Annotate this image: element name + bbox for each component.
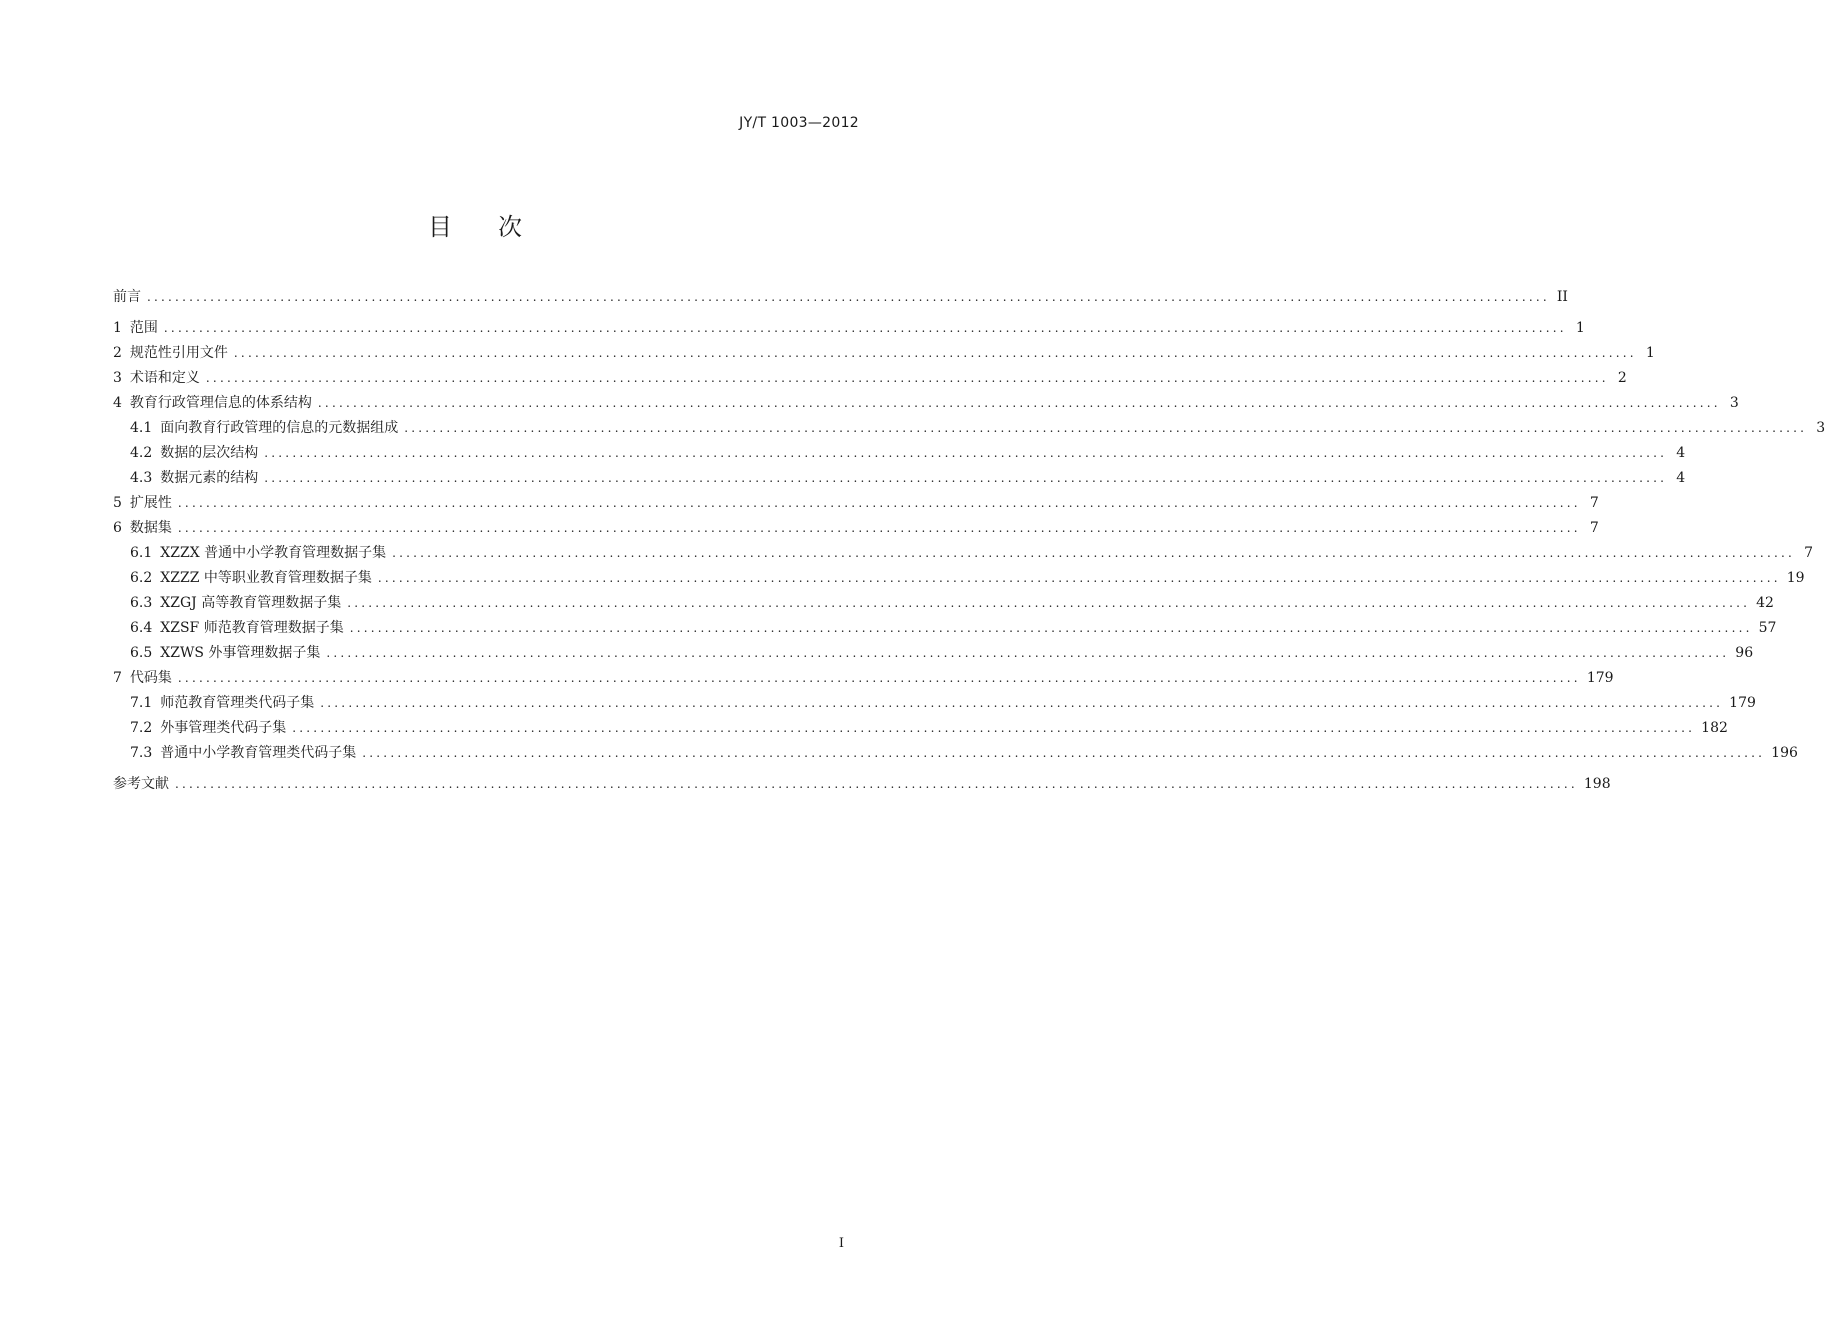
toc-entry-page: 198	[1583, 776, 1611, 792]
toc-entry[interactable]	[113, 441, 1686, 466]
toc-entry-label	[113, 772, 169, 797]
toc-entry[interactable]	[113, 741, 1798, 766]
toc-entry-title: 代码集	[129, 670, 172, 686]
toc-entry-label	[130, 591, 341, 616]
toc-entry-page: 7	[1589, 520, 1599, 536]
toc-entry[interactable]	[113, 772, 1611, 797]
toc-leader-dots: ........................................................................................................................................................................................................	[147, 290, 1550, 304]
toc-entry-page: 1	[1575, 320, 1585, 336]
toc-entry-number: 6.2	[130, 570, 153, 586]
toc-entry-page: 57	[1758, 620, 1777, 636]
toc-entry-title: 数据元素的结构	[160, 470, 259, 486]
toc-entry[interactable]	[113, 466, 1686, 491]
toc-entry-title: 外事管理类代码子集	[160, 720, 287, 736]
toc-entry[interactable]	[113, 416, 1825, 441]
toc-entry-number: 4	[113, 395, 122, 411]
toc-leader-dots: ........................................................................................................................................................................................................	[347, 596, 1751, 610]
toc-entry[interactable]	[113, 366, 1627, 391]
toc-leader-dots: ........................................................................................................................................................................................................	[233, 346, 1637, 360]
toc-entry-title: 范围	[129, 320, 158, 336]
toc-entry-label	[130, 441, 258, 466]
toc-entry-title: 前言	[113, 289, 141, 305]
toc-entry-number: 6.1	[130, 545, 153, 561]
toc-entry[interactable]	[113, 691, 1756, 716]
toc-entry-number: 1	[113, 320, 122, 336]
toc-entry-page: II	[1556, 289, 1568, 305]
toc-entry-title: 数据集	[129, 520, 172, 536]
toc-entry-number: 7.2	[130, 720, 153, 736]
toc-entry-page: 96	[1735, 645, 1754, 661]
toc-entry-page: 42	[1756, 595, 1774, 611]
toc-entry-title: 规范性引用文件	[129, 345, 228, 361]
toc-entry-number: 6	[113, 520, 122, 536]
toc-entry-label	[113, 341, 228, 366]
toc-entry-page: 4	[1676, 445, 1686, 461]
toc-entry-number: 6.3	[130, 595, 153, 611]
toc-entry[interactable]	[113, 391, 1739, 416]
toc-entry-label	[130, 566, 372, 591]
page-number: I	[838, 1236, 844, 1251]
toc-entry-number: 5	[113, 495, 122, 511]
toc-entry-page: 4	[1676, 470, 1686, 486]
toc-entry-number: 7.1	[130, 695, 153, 711]
toc-leader-dots: ........................................................................................................................................................................................................	[349, 621, 1753, 635]
toc-entry-label	[113, 391, 312, 416]
toc-leader-dots: ........................................................................................................................................................................................................	[326, 646, 1730, 660]
toc-leader-dots: ........................................................................................................................................................................................................	[320, 696, 1724, 710]
toc-entry-page: 2	[1617, 370, 1627, 386]
toc-entry-number: 6.5	[130, 645, 153, 661]
toc-entry-label	[130, 716, 286, 741]
document-code: JY/T 1003—2012	[739, 115, 859, 131]
toc-leader-dots: ........................................................................................................................................................................................................	[264, 471, 1668, 485]
toc-leader-dots: ........................................................................................................................................................................................................	[317, 396, 1721, 410]
table-of-contents	[113, 285, 1825, 797]
toc-entry-number: 7	[113, 670, 122, 686]
toc-leader-dots: ........................................................................................................................................................................................................	[377, 571, 1781, 585]
toc-entry[interactable]	[113, 541, 1813, 566]
toc-entry-title: XZGJ 高等教育管理数据子集	[160, 595, 342, 611]
toc-entry-page: 1	[1645, 345, 1655, 361]
toc-leader-dots: ........................................................................................................................................................................................................	[175, 777, 1578, 791]
toc-entry-label	[130, 691, 314, 716]
toc-entry-page: 196	[1771, 745, 1798, 761]
toc-entry-label	[130, 616, 344, 641]
toc-entry-label	[130, 466, 258, 491]
toc-leader-dots: ........................................................................................................................................................................................................	[177, 496, 1581, 510]
toc-entry[interactable]	[113, 285, 1568, 310]
toc-entry[interactable]	[113, 341, 1655, 366]
toc-entry[interactable]	[113, 616, 1777, 641]
page-title: 目次	[428, 213, 568, 241]
toc-entry-number: 3	[113, 370, 122, 386]
toc-entry-title: XZZZ 中等职业教育管理数据子集	[160, 570, 372, 586]
toc-entry-label	[113, 666, 172, 691]
toc-leader-dots: ........................................................................................................................................................................................................	[177, 521, 1581, 535]
toc-entry-page: 7	[1589, 495, 1599, 511]
toc-entry-title: 教育行政管理信息的体系结构	[129, 395, 312, 411]
toc-entry[interactable]	[113, 316, 1585, 341]
toc-leader-dots: ........................................................................................................................................................................................................	[362, 746, 1766, 760]
toc-entry-title: 参考文献	[113, 776, 169, 792]
toc-entry-title: 面向教育行政管理的信息的元数据组成	[160, 420, 399, 436]
toc-entry-title: 术语和定义	[129, 370, 200, 386]
toc-entry-label	[113, 491, 172, 516]
toc-entry-number: 4.2	[130, 445, 153, 461]
toc-entry-title: 普通中小学教育管理类代码子集	[160, 745, 357, 761]
toc-entry-number: 6.4	[130, 620, 153, 636]
toc-entry-page: 182	[1701, 720, 1728, 736]
toc-entry-label	[113, 516, 172, 541]
toc-entry-number: 4.3	[130, 470, 153, 486]
toc-leader-dots: ........................................................................................................................................................................................................	[163, 321, 1567, 335]
toc-entry-number: 4.1	[130, 420, 153, 436]
toc-entry-title: 师范教育管理类代码子集	[160, 695, 315, 711]
toc-entry-label	[130, 416, 398, 441]
toc-leader-dots: ........................................................................................................................................................................................................	[264, 446, 1668, 460]
toc-entry[interactable]	[113, 566, 1805, 591]
toc-leader-dots: ........................................................................................................................................................................................................	[392, 546, 1795, 560]
toc-entry-label	[130, 641, 320, 666]
toc-entry-title: XZZX 普通中小学教育管理数据子集	[160, 545, 387, 561]
toc-entry-label	[113, 366, 200, 391]
toc-leader-dots: ........................................................................................................................................................................................................	[404, 421, 1808, 435]
toc-entry-label	[113, 285, 141, 310]
toc-entry[interactable]	[113, 491, 1599, 516]
toc-entry[interactable]	[113, 641, 1754, 666]
toc-leader-dots: ........................................................................................................................................................................................................	[205, 371, 1609, 385]
toc-entry-number: 7.3	[130, 745, 153, 761]
toc-leader-dots: ........................................................................................................................................................................................................	[177, 671, 1581, 685]
toc-entry[interactable]	[113, 716, 1728, 741]
toc-entry-page: 179	[1729, 695, 1756, 711]
toc-entry-number: 2	[113, 345, 122, 361]
toc-entry-title: 扩展性	[129, 495, 172, 511]
toc-entry-label	[113, 316, 158, 341]
toc-entry[interactable]	[113, 666, 1614, 691]
toc-entry-label	[130, 741, 356, 766]
toc-entry[interactable]	[113, 516, 1599, 541]
toc-entry[interactable]	[113, 591, 1774, 616]
toc-entry-page: 7	[1804, 545, 1813, 561]
toc-entry-page: 3	[1816, 420, 1825, 436]
toc-entry-page: 3	[1729, 395, 1739, 411]
toc-entry-page: 19	[1786, 570, 1805, 586]
toc-entry-title: XZWS 外事管理数据子集	[160, 645, 321, 661]
toc-entry-title: 数据的层次结构	[160, 445, 259, 461]
toc-leader-dots: ........................................................................................................................................................................................................	[292, 721, 1696, 735]
toc-entry-label	[130, 541, 386, 566]
toc-entry-title: XZSF 师范教育管理数据子集	[160, 620, 344, 636]
toc-entry-page: 179	[1586, 670, 1614, 686]
